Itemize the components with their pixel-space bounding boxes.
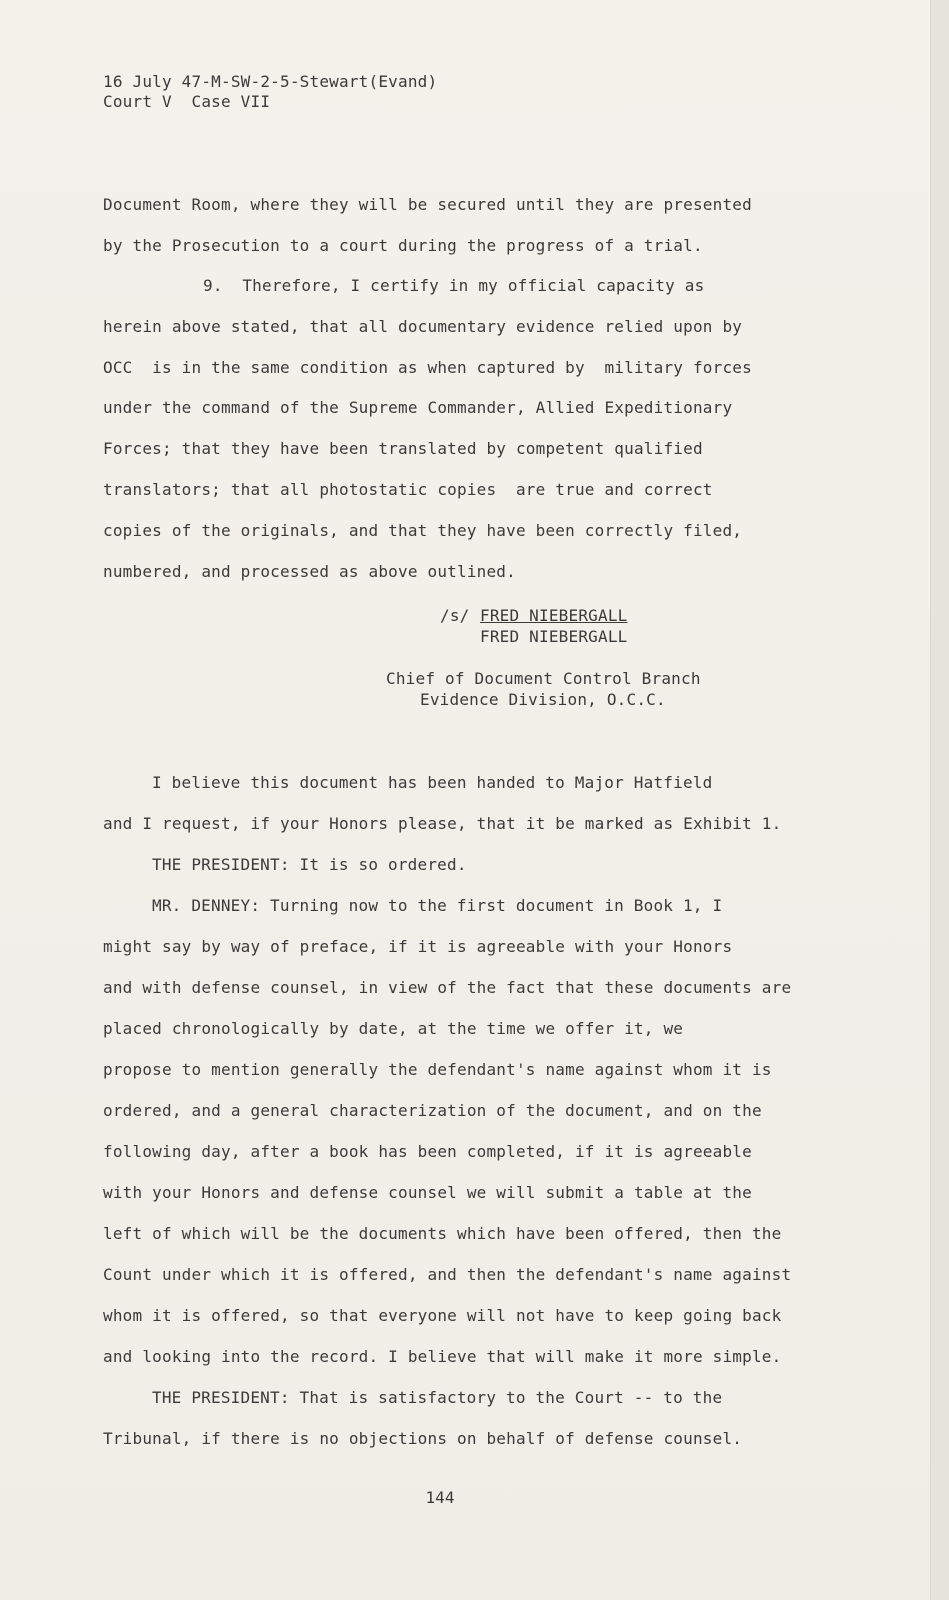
transcript-line-17: Tribunal, if there is no objections on behalf of defense counsel. xyxy=(103,1429,743,1448)
body-line-2: by the Prosecution to a court during the progress of a trial. xyxy=(103,236,703,255)
transcript-line-1: I believe this document has been handed to Major Hatfield xyxy=(152,773,713,792)
body-line-1: Document Room, where they will be secured until they are presented xyxy=(103,195,752,214)
body-line-6: under the command of the Supreme Commander, Allied Expeditionary xyxy=(103,398,733,417)
transcript-line-2: and I request, if your Honors please, that it be marked as Exhibit 1. xyxy=(103,814,782,833)
body-line-10: numbered, and processed as above outlined. xyxy=(103,562,516,581)
signature-prefix: /s/ xyxy=(440,606,470,625)
transcript-line-7: placed chronologically by date, at the time we offer it, we xyxy=(103,1019,684,1038)
signature-title-2: Evidence Division, O.C.C. xyxy=(420,690,666,709)
transcript-line-14: whom it is offered, so that everyone will not have to keep going back xyxy=(103,1306,782,1325)
body-line-4: herein above stated, that all documentary evidence relied upon by xyxy=(103,317,743,336)
transcript-line-10: following day, after a book has been completed, if it is agreeable xyxy=(103,1142,752,1161)
header-line-1: 16 July 47-M-SW-2-5-Stewart(Evand) xyxy=(103,72,438,91)
transcript-line-12: left of which will be the documents which have been offered, then the xyxy=(103,1224,782,1243)
signature-signed-name: FRED NIEBERGALL xyxy=(480,606,628,625)
transcript-line-8: propose to mention generally the defendant's name against whom it is xyxy=(103,1060,772,1079)
body-line-5: OCC is in the same condition as when captured by military forces xyxy=(103,358,752,377)
page-number: 144 xyxy=(425,1488,455,1507)
body-line-3: 9. Therefore, I certify in my official capacity as xyxy=(203,276,705,295)
body-line-9: copies of the originals, and that they have been correctly filed, xyxy=(103,521,743,540)
transcript-line-11: with your Honors and defense counsel we will submit a table at the xyxy=(103,1183,752,1202)
transcript-line-6: and with defense counsel, in view of the fact that these documents are xyxy=(103,978,792,997)
transcript-line-4: MR. DENNEY: Turning now to the first document in Book 1, I xyxy=(152,896,723,915)
transcript-line-15: and looking into the record. I believe that will make it more simple. xyxy=(103,1347,782,1366)
header-line-2: Court V Case VII xyxy=(103,92,271,111)
transcript-line-5: might say by way of preface, if it is agreeable with your Honors xyxy=(103,937,733,956)
transcript-line-3: THE PRESIDENT: It is so ordered. xyxy=(152,855,467,874)
page-edge xyxy=(930,0,949,1600)
transcript-line-13: Count under which it is offered, and then the defendant's name against xyxy=(103,1265,792,1284)
signature-typed-name: FRED NIEBERGALL xyxy=(480,627,628,646)
transcript-line-16: THE PRESIDENT: That is satisfactory to the Court -- to the xyxy=(152,1388,723,1407)
signature-title-1: Chief of Document Control Branch xyxy=(386,669,701,688)
body-line-8: translators; that all photostatic copies are true and correct xyxy=(103,480,713,499)
transcript-line-9: ordered, and a general characterization of the document, and on the xyxy=(103,1101,762,1120)
body-line-7: Forces; that they have been translated by competent qualified xyxy=(103,439,703,458)
